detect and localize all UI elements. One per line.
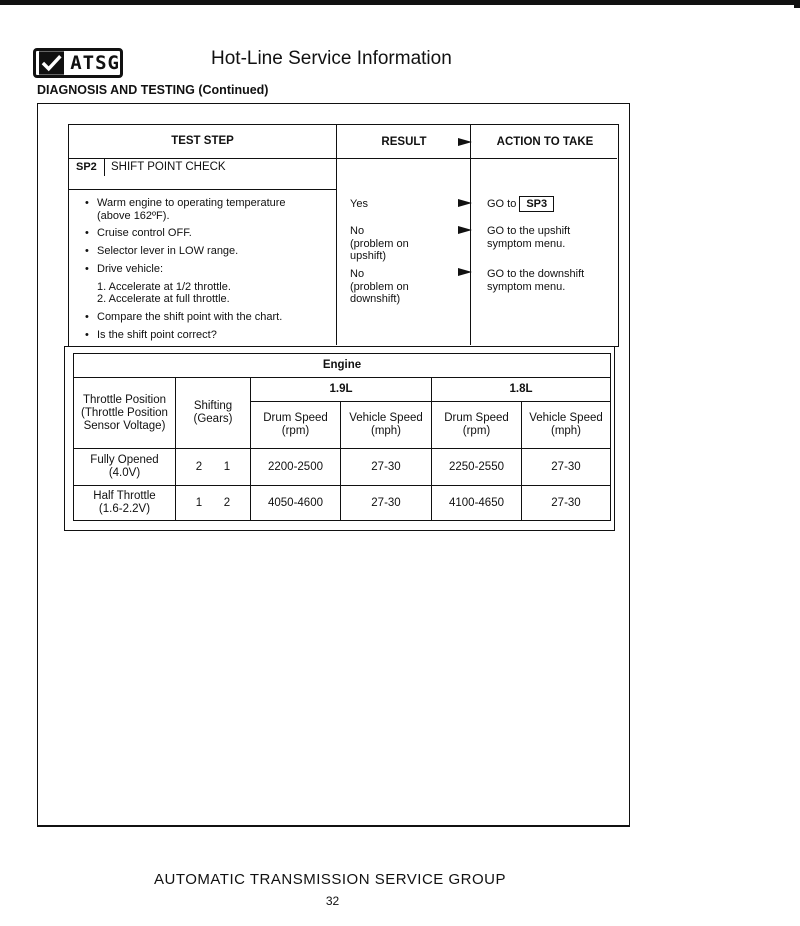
instruction-sub-half-throttle: 1. Accelerate at 1/2 throttle. xyxy=(97,281,231,293)
step-code: SP2 xyxy=(76,161,97,173)
page-number: 32 xyxy=(325,894,340,908)
instruction-shift-point-correct: • Is the shift point correct? xyxy=(97,329,217,342)
engine-1-9l-header: 1.9L xyxy=(251,378,432,402)
gear-from: 1 xyxy=(195,496,203,509)
row-drum-speed-1-8l: 4100-4650 xyxy=(432,486,522,521)
header-divider xyxy=(69,158,617,159)
logo-text: ATSG xyxy=(70,51,120,74)
row-vehicle-speed-1-8l: 27-30 xyxy=(522,449,611,486)
checkmark-logo-icon xyxy=(39,51,64,75)
arrow-right-icon xyxy=(458,199,472,207)
top-rule-tick xyxy=(794,5,800,8)
header-action: ACTION TO TAKE xyxy=(496,136,594,148)
test-step-table xyxy=(68,124,619,347)
action-downshift-menu: GO to the downshift symptom menu. xyxy=(487,268,585,293)
action-go-to-sp3 xyxy=(487,196,554,212)
arrow-right-icon xyxy=(458,138,472,146)
row-vehicle-speed-1-8l: 27-30 xyxy=(522,486,611,521)
instruction-compare-chart: • Compare the shift point with the chart. xyxy=(97,311,282,324)
row-drum-speed-1-8l: 2250-2550 xyxy=(432,449,522,486)
result-no-downshift: No (problem on downshift) xyxy=(350,268,409,305)
atsg-logo xyxy=(33,48,123,78)
step-code-divider xyxy=(104,158,105,176)
col-header-drum-speed-1-8l: Drum Speed (rpm) xyxy=(432,402,522,449)
step-title-divider xyxy=(69,189,336,190)
gear-from: 2 xyxy=(195,460,203,473)
row-vehicle-speed-1-9l: 27-30 xyxy=(341,449,432,486)
engine-1-8l-header: 1.8L xyxy=(432,378,611,402)
row-shifting-gears xyxy=(176,449,251,486)
top-rule xyxy=(0,0,800,5)
col-header-shifting: Shifting (Gears) xyxy=(176,378,251,449)
result-no-upshift: No (problem on upshift) xyxy=(350,225,409,262)
arrow-right-icon xyxy=(458,226,472,234)
row-vehicle-speed-1-9l: 27-30 xyxy=(341,486,432,521)
footer-organization: AUTOMATIC TRANSMISSION SERVICE GROUP xyxy=(154,871,506,888)
header-result: RESULT xyxy=(381,136,427,148)
instruction-drive-vehicle: • Drive vehicle: xyxy=(97,263,163,276)
action-go-to-label: GO to xyxy=(487,198,517,210)
row-throttle-half: Half Throttle (1.6-2.2V) xyxy=(74,486,176,521)
action-upshift-menu: GO to the upshift symptom menu. xyxy=(487,225,571,250)
result-yes: Yes xyxy=(350,198,368,210)
instruction-sub-full-throttle: 2. Accelerate at full throttle. xyxy=(97,293,230,305)
row-throttle-fully-opened: Fully Opened (4.0V) xyxy=(74,449,176,486)
engine-shift-table xyxy=(73,353,611,521)
sp3-reference-box: SP3 xyxy=(519,196,554,212)
row-drum-speed-1-9l: 4050-4600 xyxy=(251,486,341,521)
step-title: SHIFT POINT CHECK xyxy=(111,161,226,173)
instruction-warm-engine: • Warm engine to operating temperature (above 162ºF). xyxy=(97,197,307,222)
col-header-vehicle-speed-1-9l: Vehicle Speed (mph) xyxy=(341,402,432,449)
gear-to: 1 xyxy=(223,460,231,473)
table-row xyxy=(74,449,611,486)
section-title: DIAGNOSIS AND TESTING (Continued) xyxy=(37,83,269,97)
header-test-step: TEST STEP xyxy=(171,135,234,147)
col-header-drum-speed-1-9l: Drum Speed (rpm) xyxy=(251,402,341,449)
row-shifting-gears xyxy=(176,486,251,521)
arrow-right-icon xyxy=(458,268,472,276)
instruction-cruise-control: • Cruise control OFF. xyxy=(97,227,192,240)
table-row xyxy=(74,486,611,521)
col-header-vehicle-speed-1-8l: Vehicle Speed (mph) xyxy=(522,402,611,449)
col-header-throttle: Throttle Position (Throttle Position Sensor Voltage) xyxy=(74,378,176,449)
gear-to: 2 xyxy=(223,496,231,509)
row-drum-speed-1-9l: 2200-2500 xyxy=(251,449,341,486)
page-header-title: Hot-Line Service Information xyxy=(211,48,452,69)
engine-table-title: Engine xyxy=(74,354,611,378)
instruction-selector-lever: • Selector lever in LOW range. xyxy=(97,245,238,258)
